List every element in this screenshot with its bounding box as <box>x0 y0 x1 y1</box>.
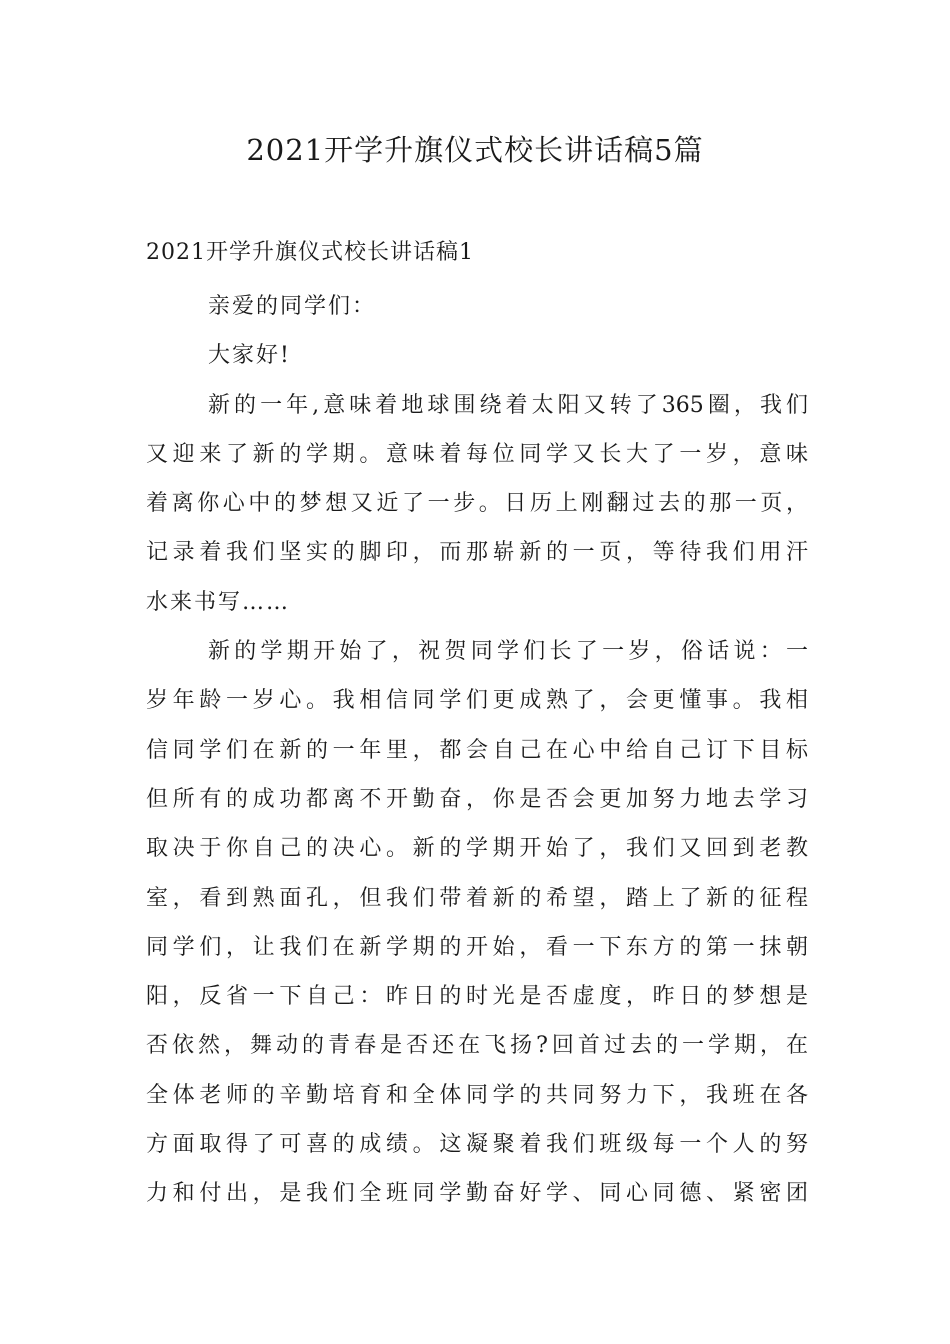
document-title: 2021开学升旗仪式校长讲话稿5篇 <box>246 133 704 167</box>
text-line: 岁年龄一岁心。我相信同学们更成熟了，会更懂事。我相 <box>146 688 808 714</box>
text-line: 室，看到熟面孔，但我们带着新的希望，踏上了新的征程 <box>146 885 808 911</box>
text-line: 记录着我们坚实的脚印，而那崭新的一页，等待我们用汗 <box>146 540 808 566</box>
text-line: 又迎来了新的学期。意味着每位同学又长大了一岁，意味 <box>146 441 808 467</box>
text-line: 全体老师的辛勤培育和全体同学的共同努力下，我班在各 <box>146 1082 808 1108</box>
text-line: 着离你心中的梦想又近了一步。日历上刚翻过去的那一页， <box>146 491 808 517</box>
text-line: 信同学们在新的一年里，都会自己在心中给自己订下目标 <box>146 737 808 763</box>
text-line: 大家好! <box>208 343 291 369</box>
text-line: 力和付出，是我们全班同学勤奋好学、同心同德、紧密团 <box>146 1181 808 1207</box>
text-line: 亲爱的同学们： <box>208 294 377 319</box>
text-line: 否依然，舞动的青春是否还在飞扬?回首过去的一学期，在 <box>146 1033 808 1059</box>
section-heading: 2021开学升旗仪式校长讲话稿1 <box>146 240 474 265</box>
document-body <box>146 282 808 1219</box>
text-line: 水来书写…… <box>146 589 291 615</box>
text-line: 方面取得了可喜的成绩。这凝聚着我们班级每一个人的努 <box>146 1132 808 1158</box>
text-line: 取决于你自己的决心。新的学期开始了，我们又回到老教 <box>146 836 808 862</box>
text-line: 新的一年,意味着地球围绕着太阳又转了365圈，我们 <box>208 392 808 418</box>
text-line: 新的学期开始了，祝贺同学们长了一岁，俗话说：一 <box>208 639 808 665</box>
text-line: 同学们，让我们在新学期的开始，看一下东方的第一抹朝 <box>146 934 808 960</box>
text-line: 但所有的成功都离不开勤奋，你是否会更加努力地去学习 <box>146 786 808 812</box>
text-line: 阳，反省一下自己：昨日的时光是否虚度，昨日的梦想是 <box>146 984 808 1010</box>
